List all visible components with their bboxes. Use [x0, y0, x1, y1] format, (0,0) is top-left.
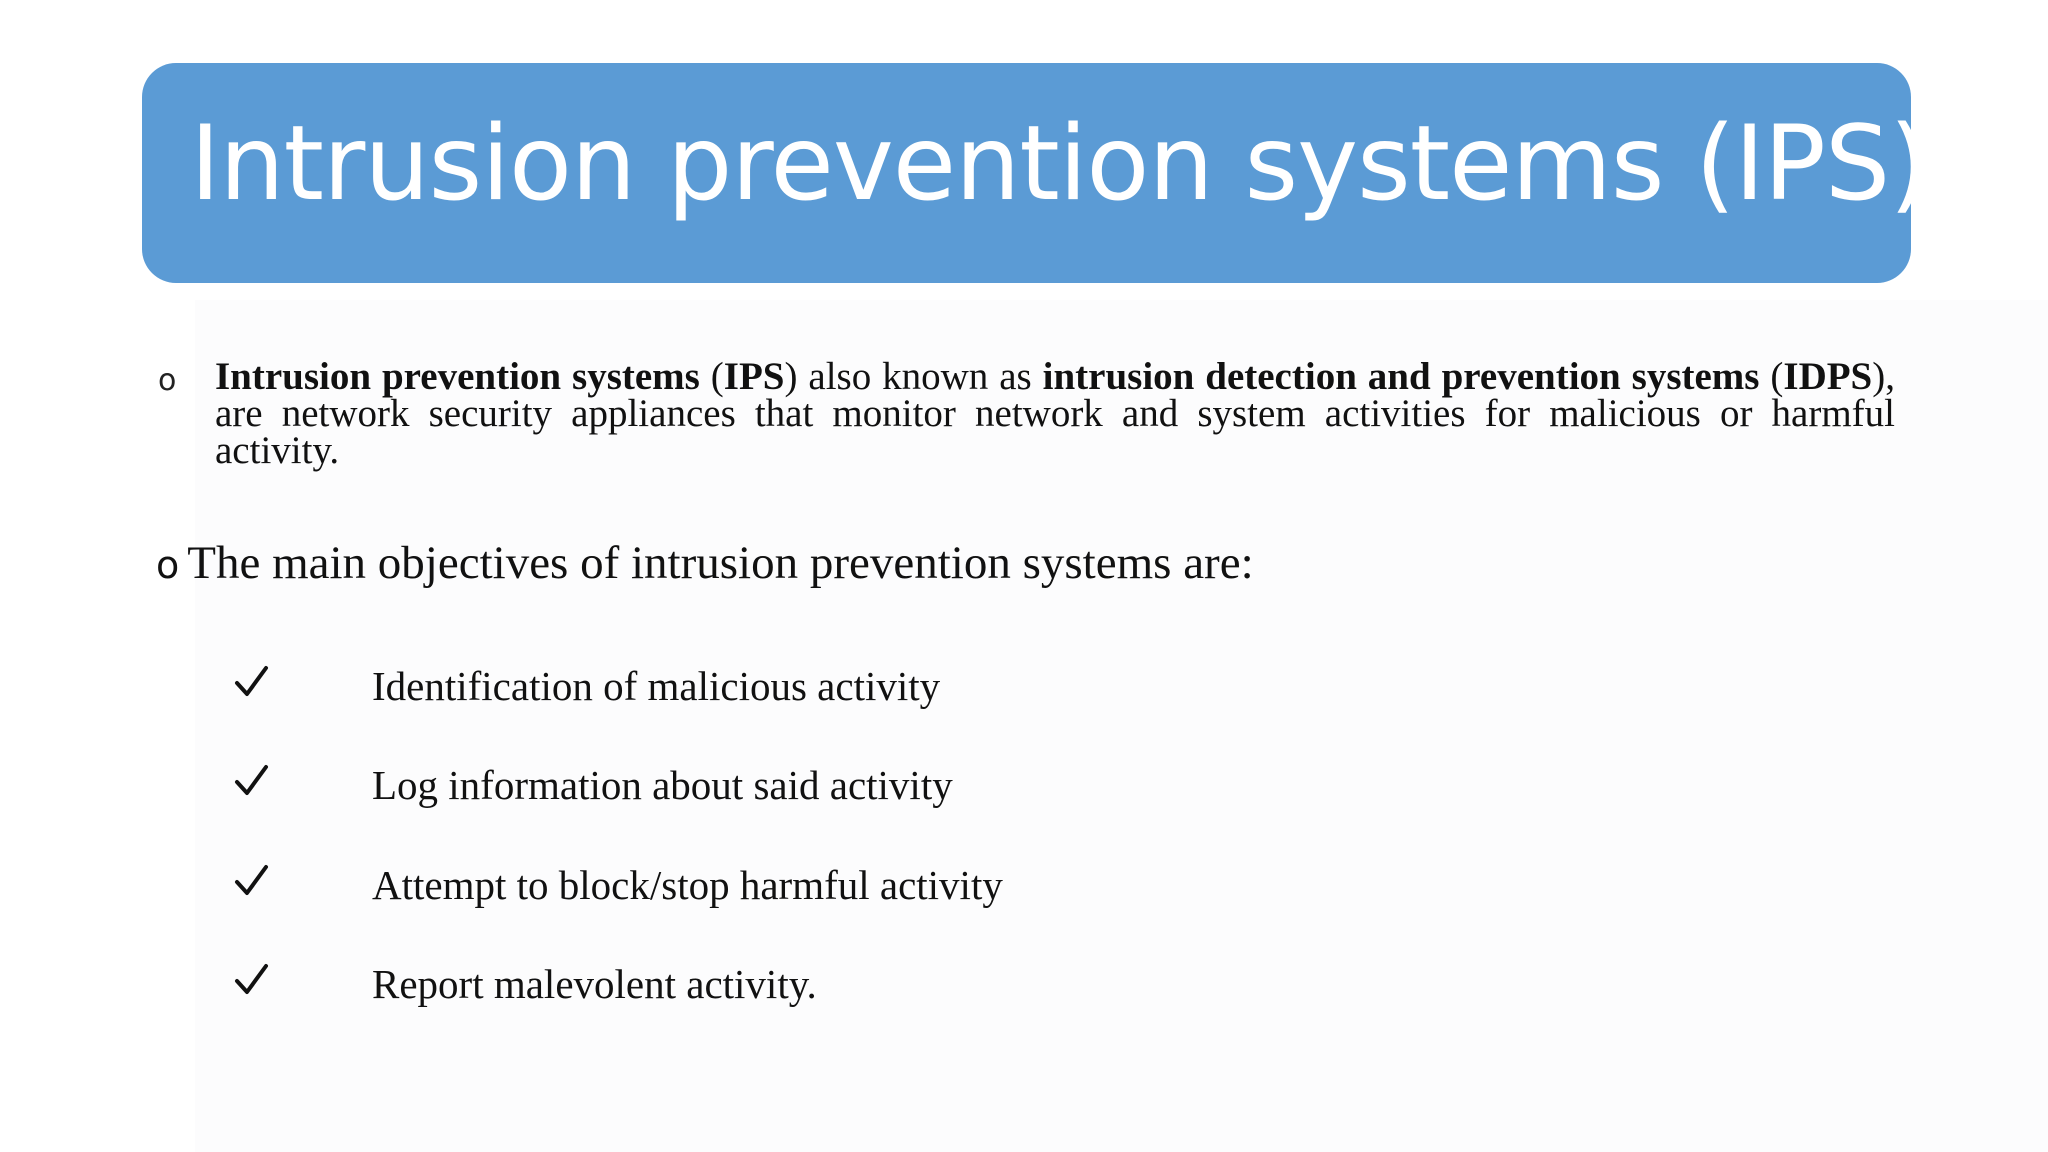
intro-text-4: ), are network security appliances that monitor network and system activities for malicious or harmful activity.: [215, 355, 1895, 472]
intro-acronym-idps: IDPS: [1783, 355, 1873, 398]
title-banner: [142, 63, 1929, 283]
checkmark-icon: [232, 662, 272, 702]
objective-item: [232, 656, 1632, 716]
intro-text-1: (: [699, 355, 724, 398]
intro-acronym-ips: IPS: [723, 355, 785, 398]
objective-text: Attempt to block/stop harmful activity: [372, 862, 1003, 908]
objectives-heading-line: [156, 533, 1254, 595]
objectives-bullet: o: [156, 543, 180, 587]
intro-paragraph: [215, 355, 1895, 472]
checkmark-icon: [232, 861, 272, 901]
objective-text: Log information about said activity: [372, 762, 953, 808]
intro-term-idps: intrusion detection and prevention systems: [1042, 355, 1760, 398]
slide-title: Intrusion prevention systems (IPS): [190, 104, 1929, 224]
intro-text-3: (: [1759, 355, 1784, 398]
objective-item: [232, 755, 1632, 815]
intro-bullet: o: [158, 363, 177, 398]
intro-text-2: ) also known as: [784, 355, 1043, 398]
checkmark-icon: [232, 761, 272, 801]
intro-term-ips: Intrusion prevention systems: [215, 355, 700, 398]
objective-text: Report malevolent activity.: [372, 961, 817, 1007]
objective-item: [232, 855, 1632, 915]
objective-item: [232, 954, 1632, 1014]
checkmark-icon: [232, 960, 272, 1000]
objectives-heading: The main objectives of intrusion prevention systems are:: [187, 537, 1254, 589]
objective-text: Identification of malicious activity: [372, 663, 941, 709]
